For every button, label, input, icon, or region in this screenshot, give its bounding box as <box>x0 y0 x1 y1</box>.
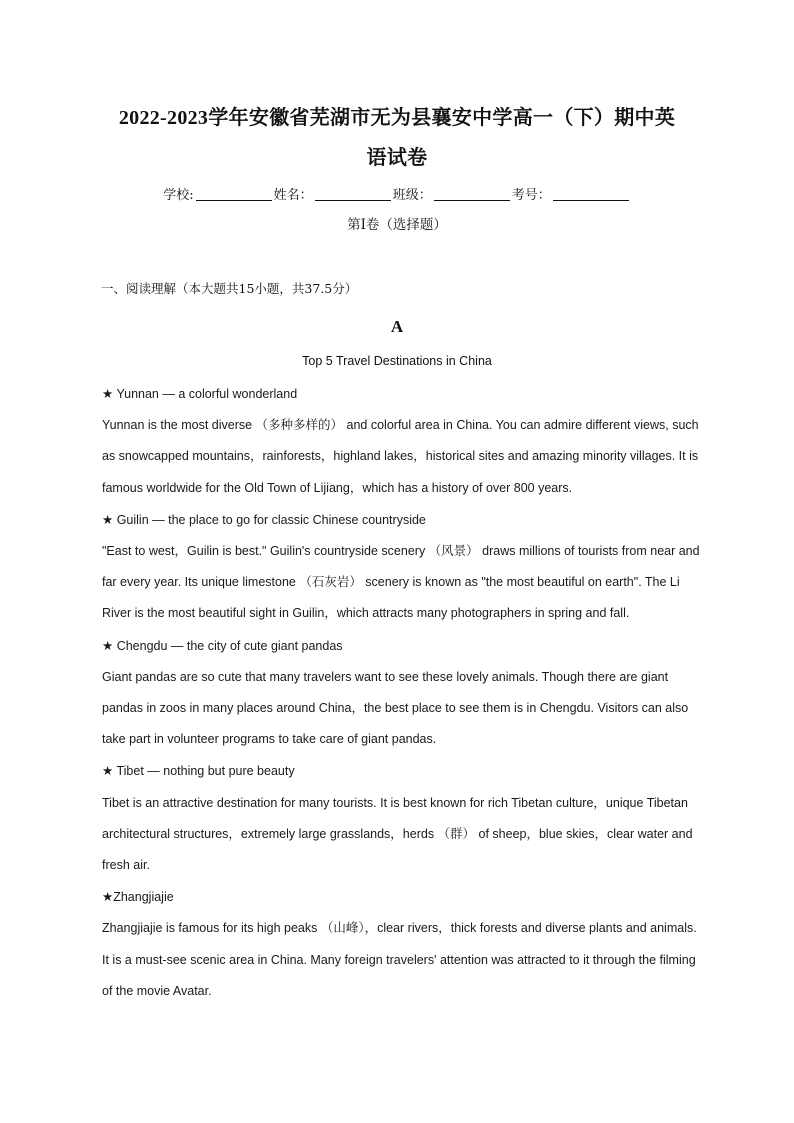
section-heading: 一、阅读理解（本大题共15小题，共37.5分） <box>101 281 358 296</box>
school-label: 学校: <box>163 188 194 203</box>
paragraph-chengdu: Giant pandas are so cute that many travelers want to see these lovely animals. Though there are giant pandas in zoos in many places around China，the best place to see them is in Chengdu. Visitors can also take part in volunteer programs to take care of giant pandas. <box>102 669 689 747</box>
paragraph-yunnan: Yunnan is the most diverse （多种多样的） and colorful area in China. You can admire different views, such as snowcapped mountains，rainforests，highland lakes，historical sites and amazing minority villages. It is famous worldwide for the Old Town of Lijiang，which has a history of over 800 years. <box>102 418 699 495</box>
class-blank[interactable] <box>434 186 510 201</box>
name-label: 姓名： <box>273 188 313 203</box>
class-label: 班级： <box>392 188 432 203</box>
exam-title-line-2: 语试卷 <box>366 147 428 169</box>
paragraph-zhangjiajie: Zhangjiajie is famous for its high peaks （山峰），clear rivers，thick forests and diverse plants and animals. It is a must-see scenic area in China. Many foreign travelers' attention was attracted to it through the filming of the movie Avatar. <box>102 921 697 998</box>
paragraph-tibet: Tibet is an attractive destination for many tourists. It is best known for rich Tibetan culture，unique Tibetan architectural structures，extremely large grasslands，herds （群） of sheep，blue skies，clear water and fresh air. <box>102 795 693 873</box>
star-icon: ★ <box>102 386 114 401</box>
student-info-line <box>0 186 794 206</box>
star-icon: ★ <box>102 763 114 779</box>
destination-heading-guilin: ★ Guilin — the place to go for classic Chinese countryside <box>102 511 426 527</box>
star-icon: ★ <box>102 511 114 527</box>
school-blank[interactable] <box>196 186 272 201</box>
destination-heading-yunnan: ★ Yunnan — a colorful wonderland <box>102 386 298 401</box>
star-icon: ★ <box>102 889 114 905</box>
exam-number-label: 考号： <box>511 188 551 203</box>
destination-heading-zhangjiajie: ★Zhangjiajie <box>102 889 174 905</box>
volume-label: 第Ⅰ卷（选择题） <box>347 217 447 233</box>
exam-number-blank[interactable] <box>553 186 629 201</box>
star-icon: ★ <box>102 637 114 653</box>
passage-title: Top 5 Travel Destinations in China <box>302 354 492 368</box>
destination-heading-tibet: ★ Tibet — nothing but pure beauty <box>102 763 295 779</box>
passage-letter: A <box>390 317 404 336</box>
passage-body <box>102 378 702 1007</box>
destination-heading-chengdu: ★ Chengdu — the city of cute giant pandas <box>102 637 343 653</box>
name-blank[interactable] <box>315 186 391 201</box>
exam-title-line-1: 2022-2023学年安徽省芜湖市无为县襄安中学高一（下）期中英 <box>118 107 676 129</box>
paragraph-guilin: "East to west，Guilin is best." Guilin's countryside scenery （风景） draws millions of tourists from near and far every year. Its unique limestone （石灰岩） scenery is known as "the most beautiful on earth". The Li River is the most beautiful sight in Guilin，which attracts many photographers in spring and fall. <box>102 544 700 621</box>
